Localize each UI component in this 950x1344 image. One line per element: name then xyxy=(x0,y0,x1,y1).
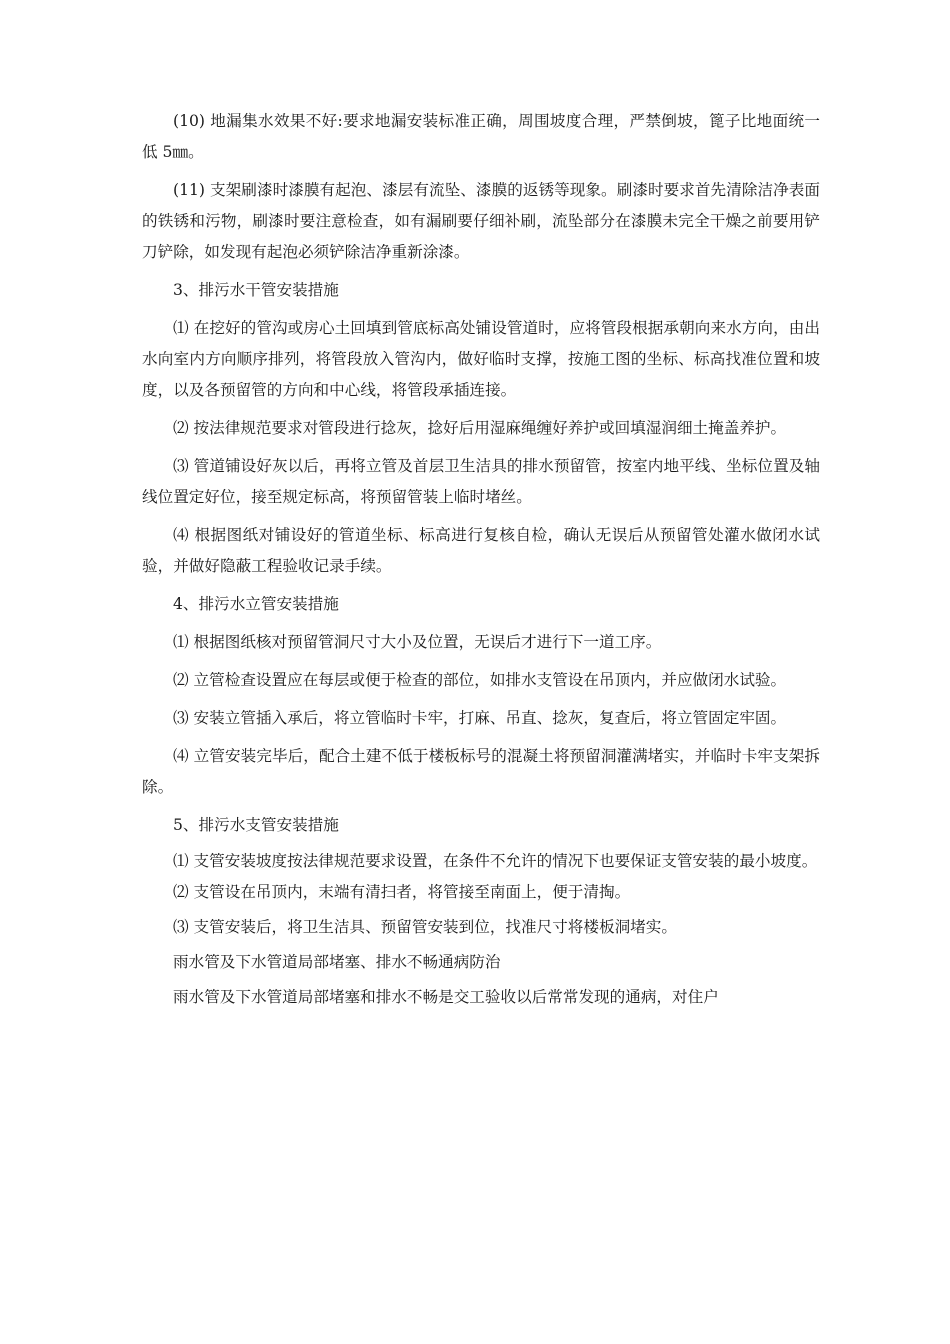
paragraph-riser-2: ⑵ 立管检查设置应在每层或便于检查的部位，如排水支管设在吊顶内，并应做闭水试验。 xyxy=(173,671,787,689)
paragraph-main-pipe-4: ⑷ 根据图纸对铺设好的管道坐标、标高进行复核自检，确认无误后从预留管处灌水做闭水试验，并做好隐蔽工程验收记录手续。 xyxy=(142,526,820,575)
paragraph-bracket-painting: (11) 支架刷漆时漆膜有起泡、漆层有流坠、漆膜的返锈等现象。刷漆时要求首先清除洁净表面的铁锈和污物，刷漆时要注意检查，如有漏刷要仔细补刷，流坠部分在漆膜未完全干燥之前要用铲刀铲除，如发现有起泡必须铲除洁净重新涂漆。 xyxy=(142,181,820,261)
paragraph-branch-2: ⑵ 支管设在吊顶内，末端有清扫者，将管接至南面上，便于清掏。 xyxy=(173,883,631,901)
paragraph-floor-drain: (10) 地漏集水效果不好:要求地漏安装标准正确，周围坡度合理，严禁倒坡，篦子比地面统一低 5㎜。 xyxy=(142,112,820,161)
paragraph-main-pipe-3: ⑶ 管道铺设好灰以后，再将立管及首层卫生洁具的排水预留管，按室内地平线、坐标位置及轴线位置定好位，接至规定标高，将预留管装上临时堵丝。 xyxy=(142,457,820,506)
paragraph-main-pipe-1: ⑴ 在挖好的管沟或房心土回填到管底标高处铺设管道时，应将管段根据承朝向来水方向，由出水向室内方向顺序排列，将管段放入管沟内，做好临时支撑，按施工图的坐标、标高找准位置和坡度，以及各预留管的方向和中心线，将管段承插连接。 xyxy=(142,319,820,399)
paragraph-riser-1: ⑴ 根据图纸核对预留管洞尺寸大小及位置，无误后才进行下一道工序。 xyxy=(173,633,662,651)
paragraph-riser-4: ⑷ 立管安装完毕后，配合土建不低于楼板标号的混凝土将预留洞灌满堵实，并临时卡牢支架拆除。 xyxy=(142,747,820,796)
paragraph-riser-3: ⑶ 安装立管插入承后，将立管临时卡牢，打麻、吊直、捻灰，复查后，将立管固定牢固。 xyxy=(173,709,787,727)
heading-drain-main-pipe: 3、排污水干管安装措施 xyxy=(173,281,339,299)
heading-drain-riser-pipe: 4、排污水立管安装措施 xyxy=(173,595,339,613)
paragraph-blockage: 雨水管及下水管道局部堵塞和排水不畅是交工验收以后常常发现的通病，对住户 xyxy=(173,988,719,1006)
heading-drain-branch-pipe: 5、排污水支管安装措施 xyxy=(173,816,339,834)
paragraph-branch-3: ⑶ 支管安装后，将卫生洁具、预留管安装到位，找准尺寸将楼板洞堵实。 xyxy=(173,918,677,936)
paragraph-main-pipe-2: ⑵ 按法律规范要求对管段进行捻灰，捻好后用湿麻绳缠好养护或回填湿润细土掩盖养护。 xyxy=(173,419,787,437)
paragraph-branch-1: ⑴ 支管安装坡度按法律规范要求设置，在条件不允许的情况下也要保证支管安装的最小坡度。 xyxy=(173,852,818,870)
document-body xyxy=(142,106,820,1013)
heading-blockage-prevention: 雨水管及下水管道局部堵塞、排水不畅通病防治 xyxy=(173,953,501,971)
